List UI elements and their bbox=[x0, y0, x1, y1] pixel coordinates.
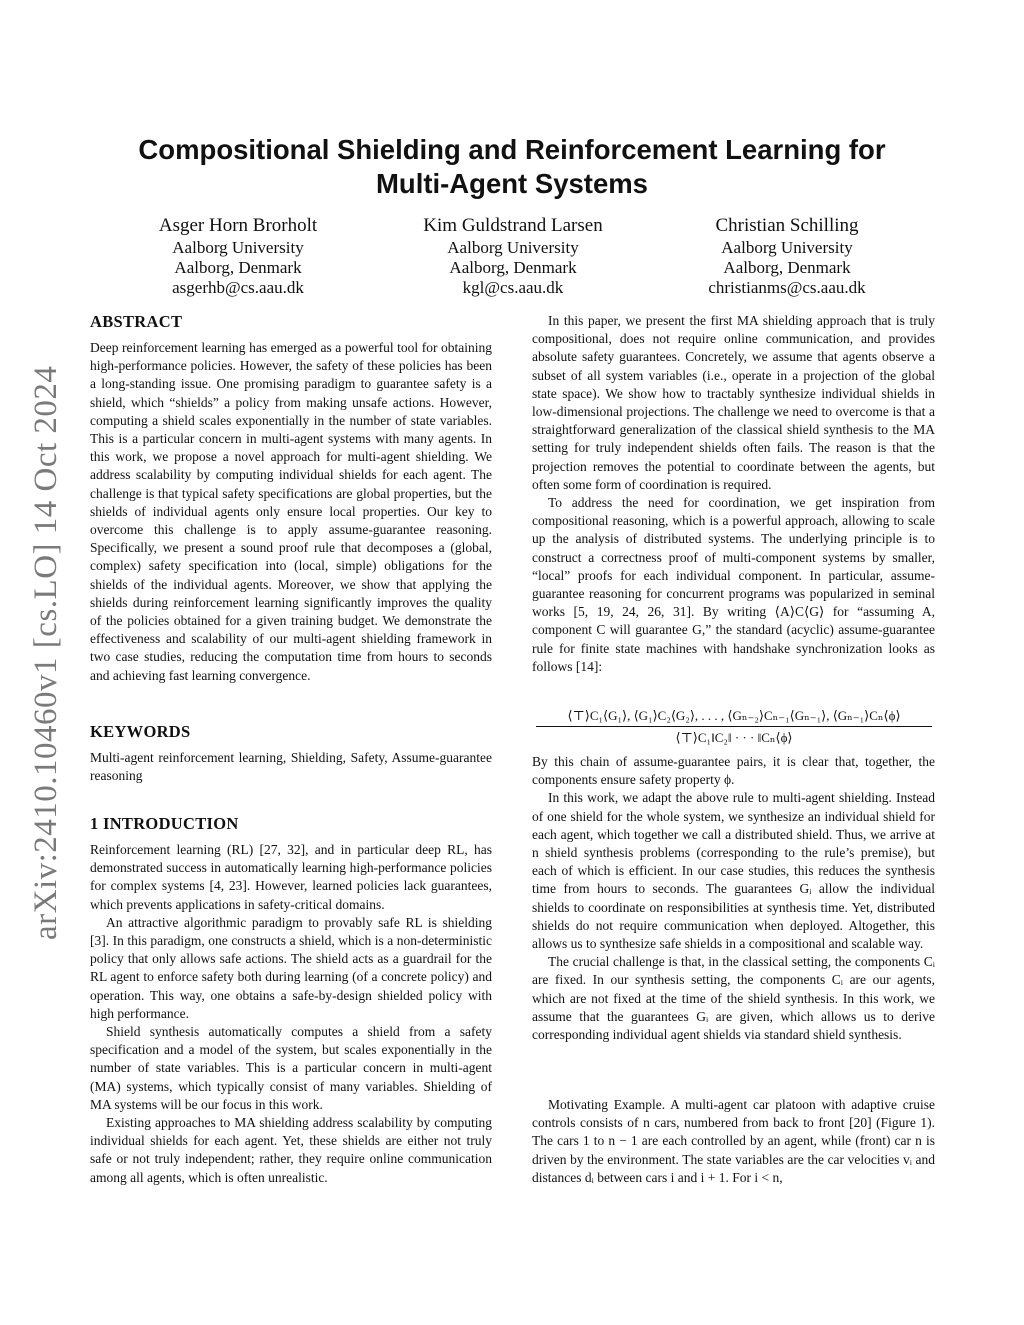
introduction-section bbox=[90, 814, 492, 1187]
author-name: Asger Horn Brorholt bbox=[158, 215, 318, 236]
author-location: Aalborg, Denmark bbox=[174, 258, 302, 277]
intro-paragraph: Reinforcement learning (RL) [27, 32], and in particular deep RL, has demonstrated success in automatically learning high-performance policies for complex systems [4, 23]. However, learned policies lack guarantees, which prevents applications in safety-critical domains. bbox=[90, 842, 492, 912]
abstract-text: Deep reinforcement learning has emerged as a powerful tool for obtaining high-performance policies. However, the safety of these policies has been a long-standing issue. One promising paradigm to guarantee safety is a shield, which “shields” a policy from making unsafe actions. However, computing a shield scales exponentially in the number of state variables. This is a particular concern in multi-agent systems with many agents. In this work, we propose a novel approach for multi-agent shielding. We address scalability by computing individual shields for each agent. The challenge is that typical safety specifications are global properties, but the shields of individual agents only ensure local properties. Our key to overcome this challenge is to apply assume-guarantee reasoning. Specifically, we present a sound proof rule that decomposes a (global, complex) safety specification into (local, simple) obligations for the shields of the individual agents. Moreover, we show that applying the shields during reinforcement learning significantly improves the quality of the policies obtained for a given training budget. We demonstrate the effectiveness and scalability of our multi-agent shielding framework in two case studies, reducing the computation time from hours to seconds and achieving fast learning convergence. bbox=[90, 340, 492, 683]
arxiv-stamp[interactable]: arXiv:2410.10460v1 [cs.LO] 14 Oct 2024 bbox=[28, 365, 64, 940]
author-email[interactable]: christianms@cs.aau.dk bbox=[708, 278, 866, 297]
keywords-section bbox=[90, 722, 492, 785]
body-paragraph: To address the need for coordination, we get inspiration from compositional reasoning, which is a powerful approach, allowing to scale up the analysis of distributed systems. The underlying principle is to construct a correctness proof of multi-component systems by smaller, “local” proofs for each individual component. In particular, assume-guarantee reasoning for concurrent programs was popularized in seminal works [5, 19, 24, 26, 31]. By writing ⟨A⟩C⟨G⟩ for “assuming A, component C will guarantee G,” the standard (acyclic) assume-guarantee rule for finite state machines with handshake synchronization looks as follows [14]: bbox=[532, 495, 935, 674]
author-name: Kim Guldstrand Larsen bbox=[423, 215, 603, 236]
keywords-text: Multi-agent reinforcement learning, Shielding, Safety, Assume-guarantee reasoning bbox=[90, 750, 492, 784]
introduction-heading: 1 INTRODUCTION bbox=[90, 814, 239, 833]
intro-paragraph: Existing approaches to MA shielding address scalability by computing individual shields for each agent. Yet, these shields are either not truly safe or not truly independent; rather, they require online communication among all agents, which is often unrealistic. bbox=[90, 1115, 492, 1185]
abstract-heading: ABSTRACT bbox=[90, 312, 183, 331]
author-affiliation: Aalborg University bbox=[447, 238, 579, 257]
body-paragraph: In this paper, we present the first MA shielding approach that is truly compositional, does not require online communication, and provides absolute safety guarantees. Concretely, we assume that agents observe a subset of all system variables (i.e., operate in a projection of the global state space). We show how to tractably synthesize individual shields in low-dimensional projections. The challenge we need to overcome is that a straightforward generalization of the classical shield synthesis to the MA setting for truly independent shields often fails. The reason is that the projection removes the potential to coordinate between the agents, but often some form of coordination is required. bbox=[532, 313, 935, 492]
author-name: Christian Schilling bbox=[715, 215, 859, 236]
intro-paragraph: Shield synthesis automatically computes a shield from a safety specification and a model of the system, but scales exponentially in the number of state variables. This is a particular concern in multi-agent (MA) systems, which typically consist of many variables. Shielding of MA systems will be our focus in this work. bbox=[90, 1024, 492, 1112]
author-affiliation: Aalborg University bbox=[721, 238, 853, 257]
author-location: Aalborg, Denmark bbox=[449, 258, 577, 277]
body-paragraph: The crucial challenge is that, in the classical setting, the components Cᵢ are fixed. In our synthesis setting, the components Cᵢ are our agents, which are not fixed at the time of the shield synthesis. In this work, we assume that the guarantees Gᵢ are given, which allows us to derive corresponding individual agent shields via standard shield synthesis. bbox=[532, 954, 935, 1043]
body-paragraph: Motivating Example. A multi-agent car platoon with adaptive cruise controls consists of n cars, numbered from back to front [20] (Figure 1). The cars 1 to n − 1 are each controlled by an agent, while (front) car n is driven by the environment. The state variables are the car velocities vᵢ and distances dᵢ between cars i and i + 1. For i < n, bbox=[532, 1097, 935, 1185]
keywords-heading: KEYWORDS bbox=[90, 722, 191, 741]
abstract-section bbox=[90, 312, 492, 685]
formula-conclusion: ⟨⊤⟩C₁‖C₂‖ · · · ‖Cₙ⟨ϕ⟩ bbox=[675, 730, 793, 745]
author-email[interactable]: asgerhb@cs.aau.dk bbox=[172, 278, 304, 297]
author-email[interactable]: kgl@cs.aau.dk bbox=[462, 278, 564, 297]
intro-paragraph: An attractive algorithmic paradigm to provably safe RL is shielding [3]. In this paradigm, one constructs a shield, which is a non-deterministic policy that only allows safe actions. The shield acts as a guardrail for the RL agent to enforce safety both during learning (of a concrete policy) and operation. This way, one obtains a safe-by-design shielded policy with high performance. bbox=[90, 914, 492, 1021]
right-column-middle bbox=[532, 753, 935, 1044]
author-block bbox=[373, 215, 653, 298]
motivating-example bbox=[532, 1096, 935, 1187]
author-affiliation: Aalborg University bbox=[172, 238, 304, 257]
body-paragraph: By this chain of assume-guarantee pairs, it is clear that, together, the components ensure safety property ϕ. bbox=[532, 754, 935, 788]
body-paragraph: In this work, we adapt the above rule to multi-agent shielding. Instead of one shield for the whole system, we synthesize an individual shield for each agent, which together we call a distributed shield. Thus, we arrive at n shield synthesis problems (corresponding to the rule’s premise), but each of which is efficient. In our case studies, this reduces the synthesis time from hours to seconds. The guarantees Gᵢ allow the individual shields to coordinate on responsibilities at synthesis time. Yet, distributed shields do not require communication when deployed. Altogether, this allows us to synthesize safe shields in a compositional and scalable way. bbox=[532, 790, 935, 952]
right-column-top bbox=[532, 312, 935, 676]
author-block bbox=[647, 215, 927, 298]
paper-title: Compositional Shielding and Reinforcement Learning for Multi-Agent Systems bbox=[138, 134, 886, 199]
formula-premise: ⟨⊤⟩C₁⟨G₁⟩, ⟨G₁⟩C₂⟨G₂⟩, . . . , ⟨Gₙ₋₂⟩Cₙ₋₁⟨Gₙ₋₁⟩, ⟨Gₙ₋₁⟩Cₙ⟨ϕ⟩ bbox=[536, 707, 932, 727]
author-location: Aalborg, Denmark bbox=[723, 258, 851, 277]
assume-guarantee-rule bbox=[536, 707, 932, 746]
author-block bbox=[98, 215, 378, 298]
